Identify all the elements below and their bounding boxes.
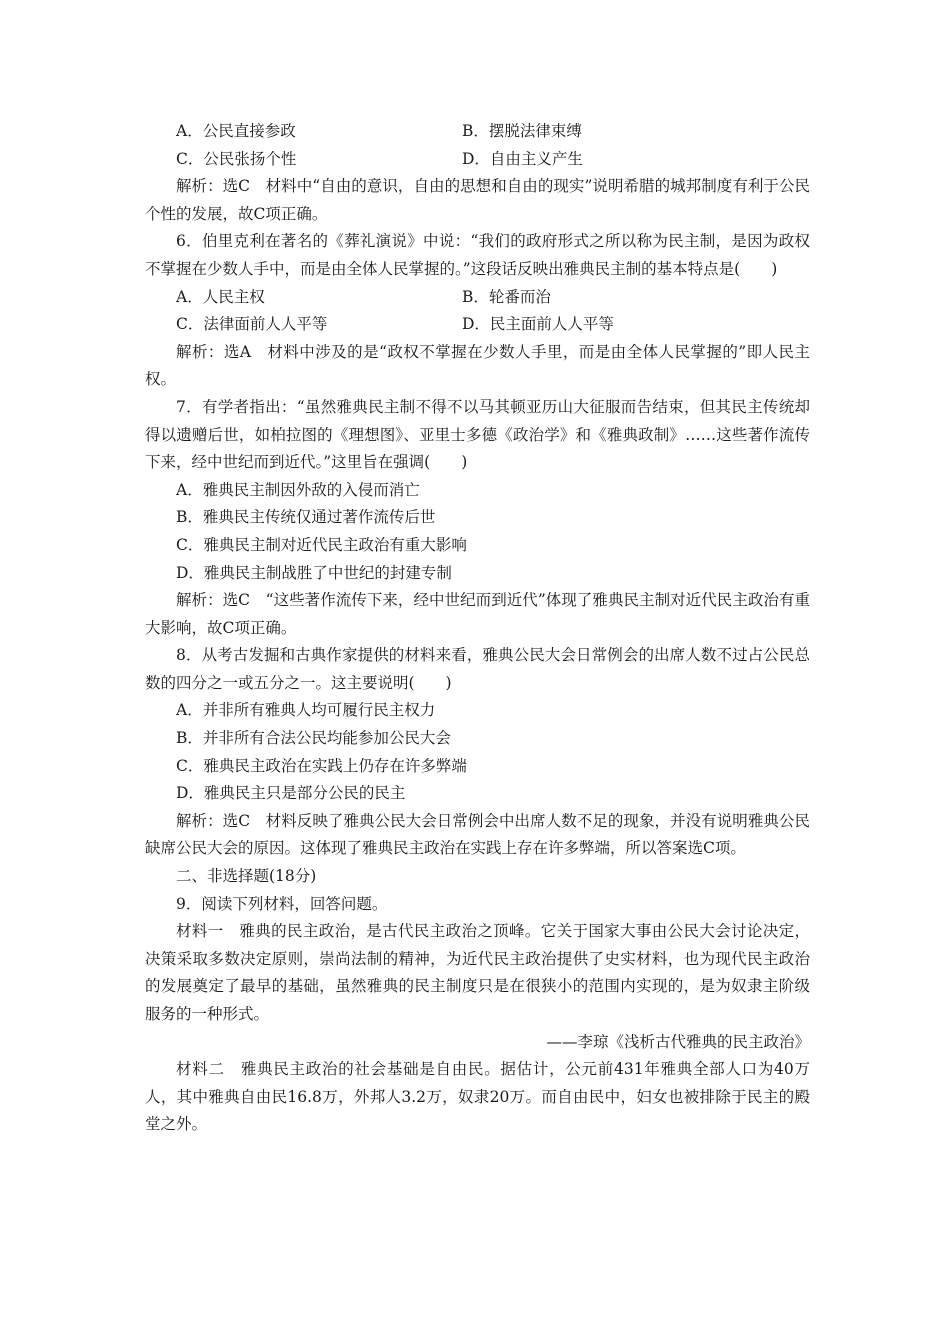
q7-option-d: D．雅典民主制战胜了中世纪的封建专制: [176, 563, 452, 582]
material-1: 材料一 雅典的民主政治，是古代民主政治之顶峰。它关于国家大事由公民大会讨论决定，决策采取多数决定原则，崇尚法制的精神，为近代民主政治提供了史实材料，也为现代民主政治的发展奠定了最早的基础，虽然雅典的民主制度只是在很狭小的范围内实现的，是为奴隶主阶级服务的一种形式。: [145, 922, 810, 1023]
q5-option-b: B．摆脱法律束缚: [462, 122, 582, 140]
q8-option-b: B．并非所有合法公民均能参加公民大会: [176, 729, 451, 748]
q6-option-b: B．轮番而治: [462, 287, 551, 306]
material-1-source: ——李琼《浅析古代雅典的民主政治》: [546, 1032, 810, 1051]
q5-options-row-2: [145, 146, 810, 174]
q7-stem: 7．有学者指出：“虽然雅典民主制不得不以马其顿亚历山大征服而告结束，但其民主传统却得以遗赠后世，如柏拉图的《理想图》、亚里士多德《政治学》和《雅典政制》……这些著作流传下来，经中世纪而到近代。”这里旨在强调( ): [145, 397, 810, 472]
q7-analysis: 解析：选C “这些著作流传下来，经中世纪而到近代”体现了雅典民主制对近代民主政治有重大影响，故C项正确。: [145, 591, 810, 637]
q6-analysis: 解析：选A 材料中涉及的是“政权不掌握在少数人手里，而是由全体人民掌握的”即人民主权。: [145, 342, 810, 389]
q7-option-a: A．雅典民主制因外敌的入侵而消亡: [176, 480, 420, 499]
q8-option-a: A．并非所有雅典人均可履行民主权力: [176, 701, 436, 720]
q6-stem: 6．伯里克利在著名的《葬礼演说》中说：“我们的政府形式之所以称为民主制，是因为政权不掌握在少数人手中，而是由全体人民掌握的。”这段话反映出雅典民主制的基本特点是( ): [145, 232, 810, 278]
document-page: [145, 118, 810, 1139]
q5-option-d: D．自由主义产生: [462, 149, 583, 168]
q6-option-d: D．民主面前人人平等: [462, 315, 614, 334]
q6-options-row-1: [145, 284, 810, 312]
q7-option-c: C．雅典民主制对近代民主政治有重大影响: [176, 535, 467, 554]
q5-analysis: 解析：选C 材料中“自由的意识，自由的思想和自由的现实”说明希腊的城邦制度有利于公民个性的发展，故C项正确。: [145, 177, 810, 223]
q9-stem: 9．阅读下列材料，回答问题。: [176, 894, 388, 913]
q8-option-c: C．雅典民主政治在实践上仍存在许多弊端: [176, 756, 467, 775]
q6-options-row-2: [145, 311, 810, 339]
section-heading: 二、非选择题(18分): [176, 867, 317, 886]
q8-stem: 8．从考古发掘和古典作家提供的材料来看，雅典公民大会日常例会的出席人数不过占公民总数的四分之一或五分之一。这主要说明( ): [145, 646, 810, 692]
q6-option-c: C．法律面前人人平等: [176, 315, 328, 334]
q5-option-a: A．公民直接参政: [176, 122, 296, 140]
q5-option-c: C．公民张扬个性: [176, 149, 297, 168]
q5-options-row-1: [145, 118, 810, 146]
q6-option-a: A．人民主权: [176, 287, 265, 306]
q8-analysis: 解析：选C 材料反映了雅典公民大会日常例会中出席人数不足的现象，并没有说明雅典公民缺席公民大会的原因。这体现了雅典民主政治在实践上存在许多弊端，所以答案选C项。: [145, 811, 810, 858]
q8-option-d: D．雅典民主只是部分公民的民主: [176, 784, 406, 803]
q7-option-b: B．雅典民主传统仅通过著作流传后世: [176, 508, 436, 527]
material-2: 材料二 雅典民主政治的社会基础是自由民。据估计，公元前431年雅典全部人口为40万人，其中雅典自由民16.8万，外邦人3.2万，奴隶20万。而自由民中，妇女也被排除于民主的殿堂之外。: [145, 1060, 810, 1134]
